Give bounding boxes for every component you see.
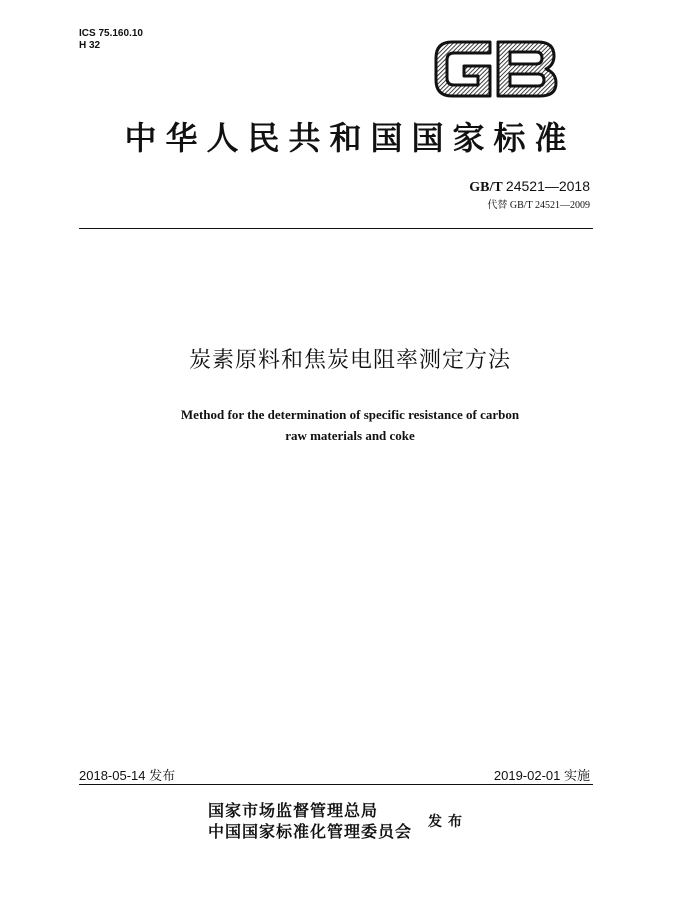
- gb-logo: [430, 36, 562, 102]
- publish-date: 2018-05-14 发布: [79, 768, 176, 783]
- standard-code: [469, 178, 590, 196]
- english-title: [0, 404, 700, 446]
- replaces-standard: 代替 GB/T 24521—2009: [487, 200, 590, 211]
- issue-label: 发布: [428, 814, 468, 830]
- gb-logo-graphic: [430, 36, 562, 102]
- ics-code: ICS 75.160.10: [79, 28, 143, 39]
- standard-code-prefix: GB/T: [469, 180, 503, 195]
- standard-code-number: 24521—2018: [505, 178, 590, 194]
- issuer-sac: 中国国家标准化管理委员会: [208, 822, 413, 841]
- issuer-samr: 国家市场监督管理总局: [208, 801, 379, 820]
- chinese-title: 炭素原料和焦炭电阻率测定方法: [188, 348, 511, 373]
- standard-type-heading: 中华人民共和国国家标准: [124, 119, 576, 157]
- classification-codes: [79, 28, 143, 52]
- english-title-line2: raw materials and coke: [285, 428, 415, 443]
- english-title-line1: Method for the determination of specific resistance of carbon: [180, 407, 520, 422]
- top-divider: [79, 228, 593, 229]
- implement-date: 2019-02-01 实施: [493, 768, 590, 783]
- issuing-authorities: [208, 800, 412, 842]
- bottom-divider: [79, 784, 593, 785]
- ccs-code: H 32: [79, 40, 101, 51]
